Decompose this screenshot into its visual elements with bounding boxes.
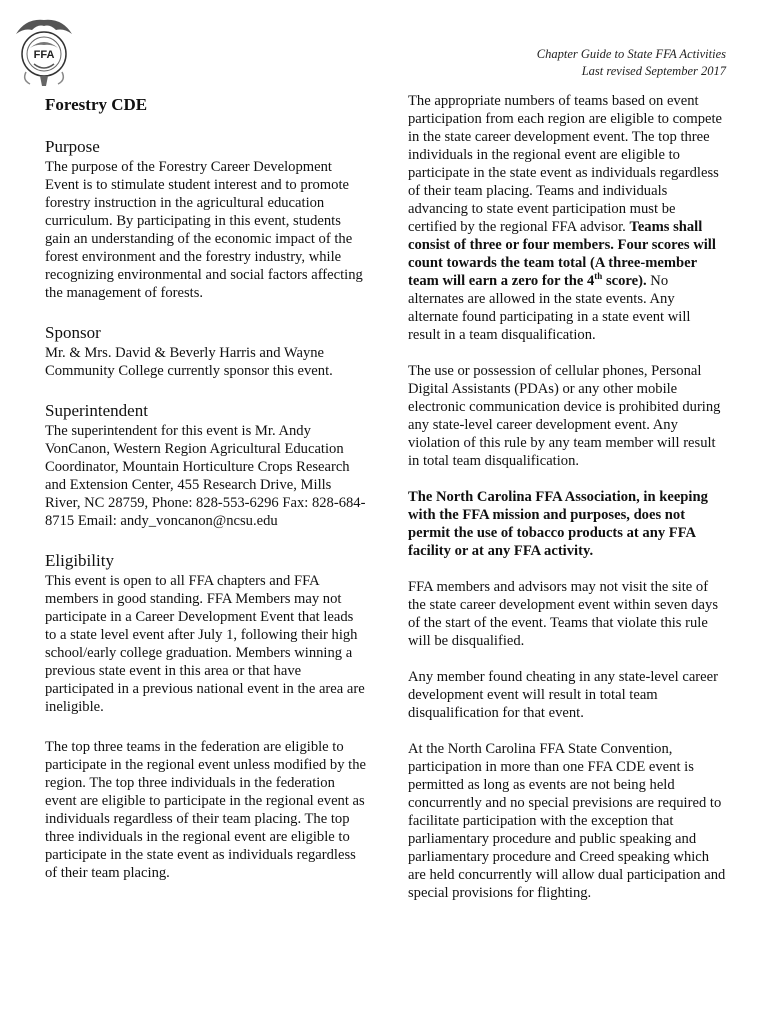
purpose-heading: Purpose — [45, 137, 100, 156]
left-column — [45, 92, 367, 904]
site-visit-paragraph: FFA members and advisors may not visit the site of the state career development event within seven days of the start of the event. Teams that violate this rule will be disqualified. — [408, 579, 718, 649]
convention-participation-paragraph: At the North Carolina FFA State Convention, participation in more than one FFA CDE event is permitted as long as events are not being held concurrently and no special previsions are required to facilitate participation with the exception that parliamentary procedure and public speaking and parliamentary procedure and Creed speaking which are held concurrently will allow dual participation and special provisions for flighting. — [408, 741, 726, 901]
team-rules-superscript: th — [594, 271, 603, 282]
team-rules-bold-a: Teams shall consist of three or four members. Four scores will count towards the team total (A three-member team will earn a zero for the 4 — [408, 219, 716, 289]
tobacco-policy-paragraph: The North Carolina FFA Association, in keeping with the FFA mission and purposes, does not permit the use of tobacco products at any FFA facility or at any FFA activity. — [408, 489, 708, 559]
sponsor-heading: Sponsor — [45, 323, 101, 342]
logo-text: FFA — [33, 49, 55, 61]
sponsor-paragraph: Mr. & Mrs. David & Beverly Harris and Wayne Community College currently sponsor this event. — [45, 345, 333, 379]
team-rules-text-c: No alternates are allowed in the state events. Any alternate found participating in a state event will result in a team disqualification. — [408, 273, 691, 343]
electronic-devices-paragraph: The use or possession of cellular phones, Personal Digital Assistants (PDAs) or any other mobile electronic communication device is prohibited during any state-level career development event. Any violation of this rule by any team member will result in total team disqualification. — [408, 363, 721, 469]
eligibility-paragraph-1: This event is open to all FFA chapters and FFA members in good standing. FFA Members may not participate in a Career Development Event that leads to a state level event after July 1, following their high school/early college graduation. Members winning a previous state event in this area or that have participated in a previous national event in the area are ineligible. — [45, 573, 365, 715]
right-column — [408, 92, 726, 920]
superintendent-paragraph: The superintendent for this event is Mr. Andy VonCanon, Western Region Agricultural Education Coordinator, Mountain Horticulture Crops Research and Extension Center, 455 Research Drive, Mills River, NC 28759, Phone: 828-553-6296 Fax: 828-684-8715 Email: andy_voncanon@ncsu.edu — [45, 423, 366, 529]
document-header — [537, 46, 726, 80]
cheating-paragraph: Any member found cheating in any state-level career development event will result in total team disqualification for that event. — [408, 669, 718, 721]
document-title: Forestry CDE — [45, 95, 148, 114]
eligibility-heading: Eligibility — [45, 551, 114, 570]
eagle-emblem-icon — [12, 14, 76, 92]
header-guide-title: Chapter Guide to State FFA Activities — [536, 47, 726, 61]
eligibility-paragraph-2: The top three teams in the federation are eligible to participate in the regional event unless modified by the region. The top three individuals in the federation event are eligible to participate in the regional event as individuals regardless of their team placing. The top three individuals in the regional event are eligible to participate in the state event as individuals regardless of their team placing. — [45, 739, 366, 881]
team-rules-paragraph — [408, 92, 726, 344]
team-rules-text-a: The appropriate numbers of teams based on event participation from each region are eligible to compete in the state career development event. The top three individuals in the regional event are eligible to participate in the state event as individuals regardless of their team placing. Teams and individuals advancing to state event participation must be certified by the regional FFA advisor. — [408, 93, 723, 235]
purpose-paragraph: The purpose of the Forestry Career Development Event is to stimulate student interest and to promote forestry instruction in the agricultural education curriculum. By participating in this event, students gain an understanding of the economic impact of the forest environment and the forestry industry, while recognizing environmental and social factors affecting the management of forests. — [45, 159, 363, 301]
header-revision-date: Last revised September 2017 — [581, 64, 726, 78]
ffa-emblem-logo — [12, 14, 76, 92]
team-rules-bold-b: score). — [602, 273, 647, 289]
superintendent-heading: Superintendent — [45, 401, 148, 420]
